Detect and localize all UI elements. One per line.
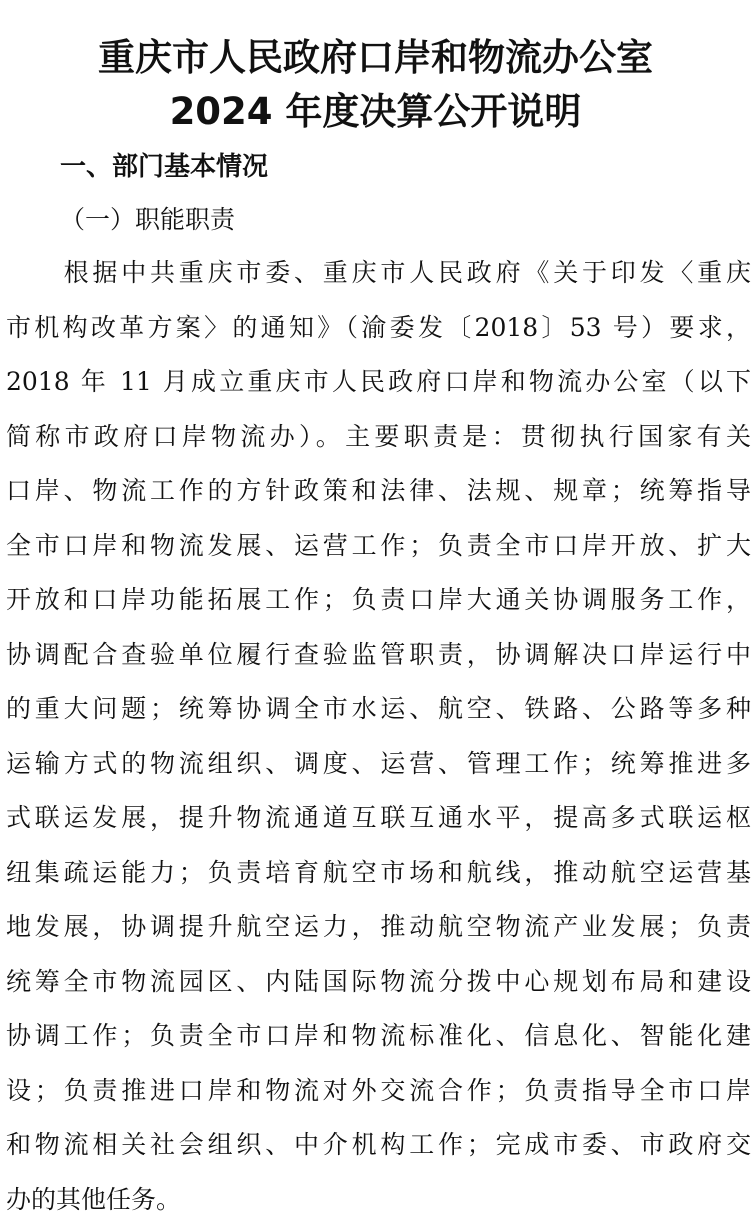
paragraph-line: 协调工作；负责全市口岸和物流标准化、信息化、智能化建 xyxy=(6,1009,751,1064)
paragraph-line: 地发展，协调提升航空运力，推动航空物流产业发展；负责 xyxy=(6,900,751,955)
section-heading: 一、部门基本情况 xyxy=(60,147,268,187)
paragraph-line: 市机构改革方案〉的通知》（渝委发〔2018〕53 号）要求， xyxy=(6,301,751,356)
paragraph-line: 设；负责推进口岸和物流对外交流合作；负责指导全市口岸 xyxy=(6,1064,751,1119)
paragraph-line: 的重大问题；统筹协调全市水运、航空、铁路、公路等多种 xyxy=(6,682,751,737)
paragraph-line: 简称市政府口岸物流办）。主要职责是：贯彻执行国家有关 xyxy=(6,410,751,465)
document-title-line-2: 2024 年度决算公开说明 xyxy=(0,88,751,136)
document-title-line-1: 重庆市人民政府口岸和物流办公室 xyxy=(0,34,751,82)
paragraph-line: 运输方式的物流组织、调度、运营、管理工作；统筹推进多 xyxy=(6,737,751,792)
paragraph-line: 根据中共重庆市委、重庆市人民政府《关于印发〈重庆 xyxy=(6,246,751,301)
paragraph-line: 口岸、物流工作的方针政策和法律、法规、规章；统筹指导 xyxy=(6,464,751,519)
paragraph-line: 2018 年 11 月成立重庆市人民政府口岸和物流办公室（以下 xyxy=(6,355,751,410)
paragraph-line: 和物流相关社会组织、中介机构工作；完成市委、市政府交 xyxy=(6,1118,751,1173)
paragraph-line: 协调配合查验单位履行查验监管职责，协调解决口岸运行中 xyxy=(6,628,751,683)
paragraph-line: 纽集疏运能力；负责培育航空市场和航线，推动航空运营基 xyxy=(6,846,751,901)
paragraph-line: 开放和口岸功能拓展工作；负责口岸大通关协调服务工作， xyxy=(6,573,751,628)
paragraph-line: 全市口岸和物流发展、运营工作；负责全市口岸开放、扩大 xyxy=(6,519,751,574)
paragraph-line: 统筹全市物流园区、内陆国际物流分拨中心规划布局和建设 xyxy=(6,955,751,1010)
subsection-heading: （一）职能职责 xyxy=(60,200,235,240)
paragraph-line: 式联运发展，提升物流通道互联互通水平，提高多式联运枢 xyxy=(6,791,751,846)
paragraph-line: 办的其他任务。 xyxy=(6,1173,751,1227)
